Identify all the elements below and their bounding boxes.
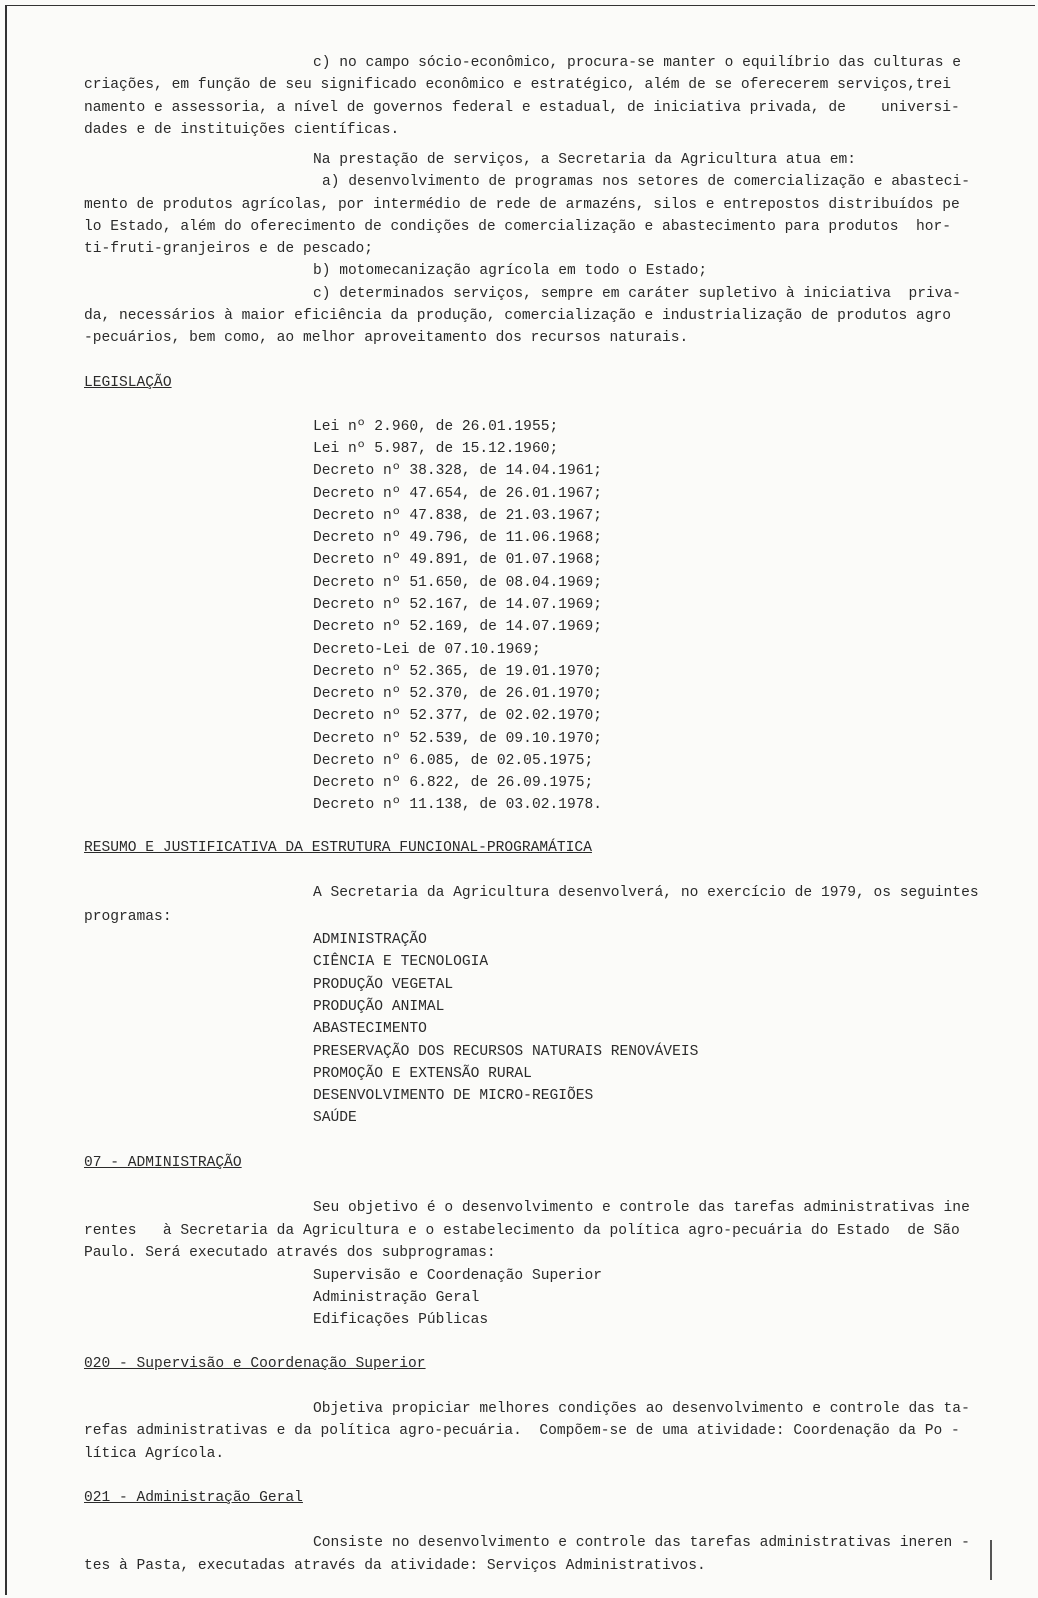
text-line: -pecuários, bem como, ao melhor aproveitamento dos recursos naturais.	[84, 330, 689, 346]
text-line: criações, em função de seu significado econômico e estratégico, além de se oferecerem serviços,trei	[84, 77, 952, 93]
law-item: Decreto nº 6.085, de 02.05.1975;	[313, 753, 594, 769]
page-border-top	[5, 5, 1035, 6]
law-item: Decreto nº 6.822, de 26.09.1975;	[313, 775, 594, 791]
text-line: c) no campo sócio-econômico, procura-se manter o equilíbrio das culturas e	[313, 55, 962, 71]
text-line: programas:	[84, 909, 172, 925]
section-heading-020: 020 - Supervisão e Coordenação Superior	[84, 1356, 426, 1372]
program-item: CIÊNCIA E TECNOLOGIA	[313, 954, 489, 970]
program-item: ADMINISTRAÇÃO	[313, 932, 427, 948]
text-line: A Secretaria da Agricultura desenvolverá, no exercício de 1979, os seguintes	[313, 885, 979, 901]
law-item: Lei nº 5.987, de 15.12.1960;	[313, 441, 559, 457]
program-item: DESENVOLVIMENTO DE MICRO-REGIÕES	[313, 1088, 594, 1104]
subprogram-item: Edificações Públicas	[313, 1312, 489, 1328]
law-item: Decreto nº 52.539, de 09.10.1970;	[313, 731, 603, 747]
text-line: Consiste no desenvolvimento e controle das tarefas administrativas ineren -	[313, 1535, 970, 1551]
law-item: Decreto nº 52.167, de 14.07.1969;	[313, 597, 603, 613]
program-item: PRODUÇÃO VEGETAL	[313, 977, 454, 993]
page-border-right	[990, 1540, 992, 1580]
text-line: dades e de instituições científicas.	[84, 122, 400, 138]
subprogram-item: Supervisão e Coordenação Superior	[313, 1268, 603, 1284]
law-item: Decreto nº 47.654, de 26.01.1967;	[313, 486, 603, 502]
law-item: Decreto nº 49.891, de 01.07.1968;	[313, 552, 603, 568]
law-item: Decreto nº 52.169, de 14.07.1969;	[313, 619, 603, 635]
program-item: PROMOÇÃO E EXTENSÃO RURAL	[313, 1066, 532, 1082]
law-item: Decreto nº 38.328, de 14.04.1961;	[313, 463, 603, 479]
text-line: rentes à Secretaria da Agricultura e o estabelecimento da política agro-pecuária do Estado de São	[84, 1223, 960, 1239]
law-item: Decreto nº 51.650, de 08.04.1969;	[313, 575, 603, 591]
law-item: Decreto nº 49.796, de 11.06.1968;	[313, 530, 603, 546]
law-item: Decreto nº 52.365, de 19.01.1970;	[313, 664, 603, 680]
law-item: Decreto nº 52.377, de 02.02.1970;	[313, 708, 603, 724]
law-item: Decreto-Lei de 07.10.1969;	[313, 642, 541, 658]
section-heading-resumo: RESUMO E JUSTIFICATIVA DA ESTRUTURA FUNCIONAL-PROGRAMÁTICA	[84, 840, 592, 856]
text-line: lo Estado, além do oferecimento de condições de comercialização e abastecimento para produtos hor-	[84, 219, 952, 235]
section-heading-administracao: 07 - ADMINISTRAÇÃO	[84, 1155, 242, 1171]
law-item: Decreto nº 52.370, de 26.01.1970;	[313, 686, 603, 702]
text-line: lítica Agrícola.	[84, 1446, 225, 1462]
section-heading-021: 021 - Administração Geral	[84, 1490, 303, 1506]
text-line: da, necessários à maior eficiência da produção, comercialização e industrialização de produtos agro	[84, 308, 952, 324]
law-item: Decreto nº 11.138, de 03.02.1978.	[313, 797, 603, 813]
text-line: Objetiva propiciar melhores condições ao desenvolvimento e controle das ta-	[313, 1401, 970, 1417]
text-line: a) desenvolvimento de programas nos setores de comercialização e abasteci-	[322, 174, 971, 190]
section-heading-legislacao: LEGISLAÇÃO	[84, 375, 172, 391]
program-item: ABASTECIMENTO	[313, 1021, 427, 1037]
page-border-left	[5, 5, 7, 1595]
law-item: Lei nº 2.960, de 26.01.1955;	[313, 419, 559, 435]
text-line: namento e assessoria, a nível de governos federal e estadual, de iniciativa privada, de universi-	[84, 100, 960, 116]
text-line: refas administrativas e da política agro-pecuária. Compõem-se de uma atividade: Coordenação da Po -	[84, 1423, 960, 1439]
law-item: Decreto nº 47.838, de 21.03.1967;	[313, 508, 603, 524]
text-line: Seu objetivo é o desenvolvimento e controle das tarefas administrativas ine	[313, 1200, 970, 1216]
text-line: tes à Pasta, executadas através da atividade: Serviços Administrativos.	[84, 1558, 706, 1574]
text-line: b) motomecanização agrícola em todo o Estado;	[313, 263, 708, 279]
program-item: SAÚDE	[313, 1110, 357, 1126]
text-line: Na prestação de serviços, a Secretaria da Agricultura atua em:	[313, 152, 856, 168]
text-line: ti-fruti-granjeiros e de pescado;	[84, 241, 374, 257]
program-item: PRODUÇÃO ANIMAL	[313, 999, 445, 1015]
subprogram-item: Administração Geral	[313, 1290, 480, 1306]
text-line: mento de produtos agrícolas, por intermédio de rede de armazéns, silos e entrepostos distribuídos pe	[84, 197, 960, 213]
text-line: c) determinados serviços, sempre em caráter supletivo à iniciativa priva-	[313, 286, 962, 302]
text-line: Paulo. Será executado através dos subprogramas:	[84, 1245, 496, 1261]
program-item: PRESERVAÇÃO DOS RECURSOS NATURAIS RENOVÁVEIS	[313, 1044, 699, 1060]
